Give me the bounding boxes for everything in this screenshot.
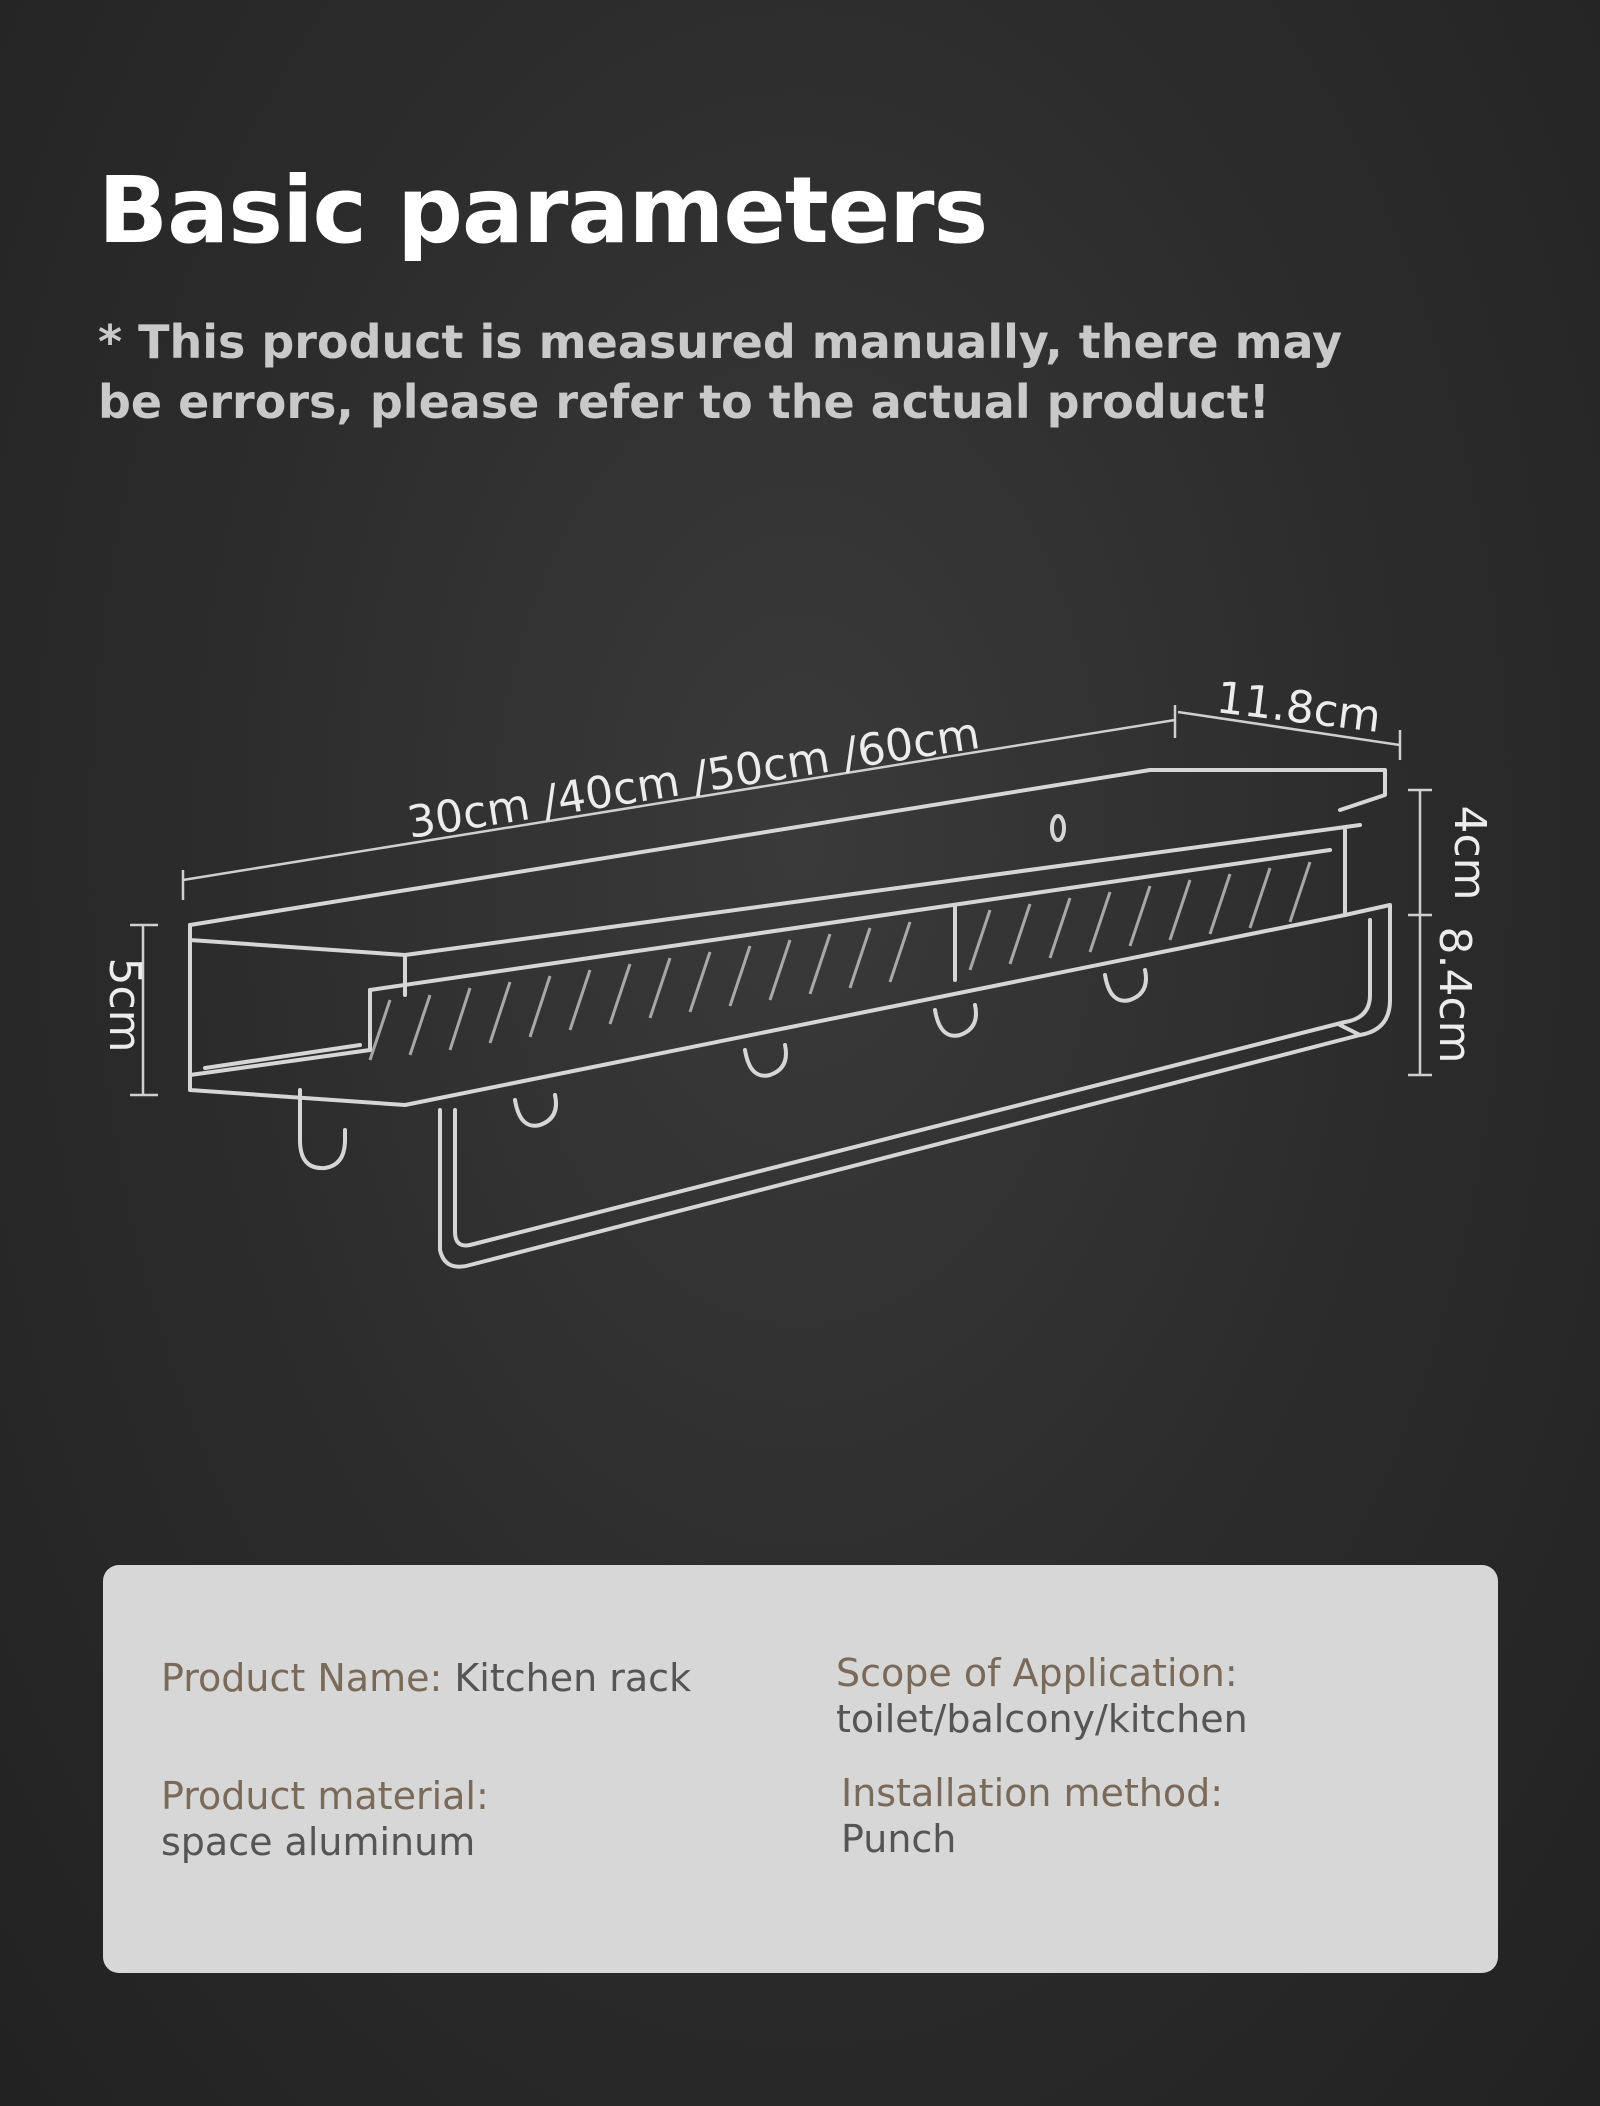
depth-dimension-label: 11.8cm — [1213, 672, 1384, 744]
scope-label: Scope of Application: — [836, 1651, 1238, 1695]
material-value: space aluminum — [161, 1820, 476, 1864]
front-height-dimension-label: 5cm — [99, 957, 150, 1053]
scope-field — [836, 1650, 1248, 1742]
top-height-dimension-label: 4cm — [1444, 805, 1495, 901]
installation-label: Installation method: — [841, 1771, 1224, 1815]
installation-value: Punch — [841, 1817, 957, 1861]
material-label: Product material: — [161, 1774, 489, 1818]
length-dimension-label: 30cm /40cm /50cm /60cm — [403, 707, 984, 849]
product-name-value: Kitchen rack — [454, 1656, 692, 1700]
bar-drop-dimension-label: 8.4cm — [1429, 926, 1480, 1064]
product-name-label: Product Name: — [161, 1656, 443, 1700]
rack-dimension-diagram — [0, 640, 1600, 1340]
page-title: Basic parameters — [98, 157, 988, 264]
product-name-field — [161, 1655, 691, 1701]
spec-card — [103, 1565, 1498, 1973]
scope-value: toilet/balcony/kitchen — [836, 1697, 1248, 1741]
measurement-note: * This product is measured manually, there may be errors, please refer to the actual product! — [98, 315, 1343, 429]
material-field — [161, 1773, 489, 1865]
installation-field — [841, 1770, 1223, 1862]
